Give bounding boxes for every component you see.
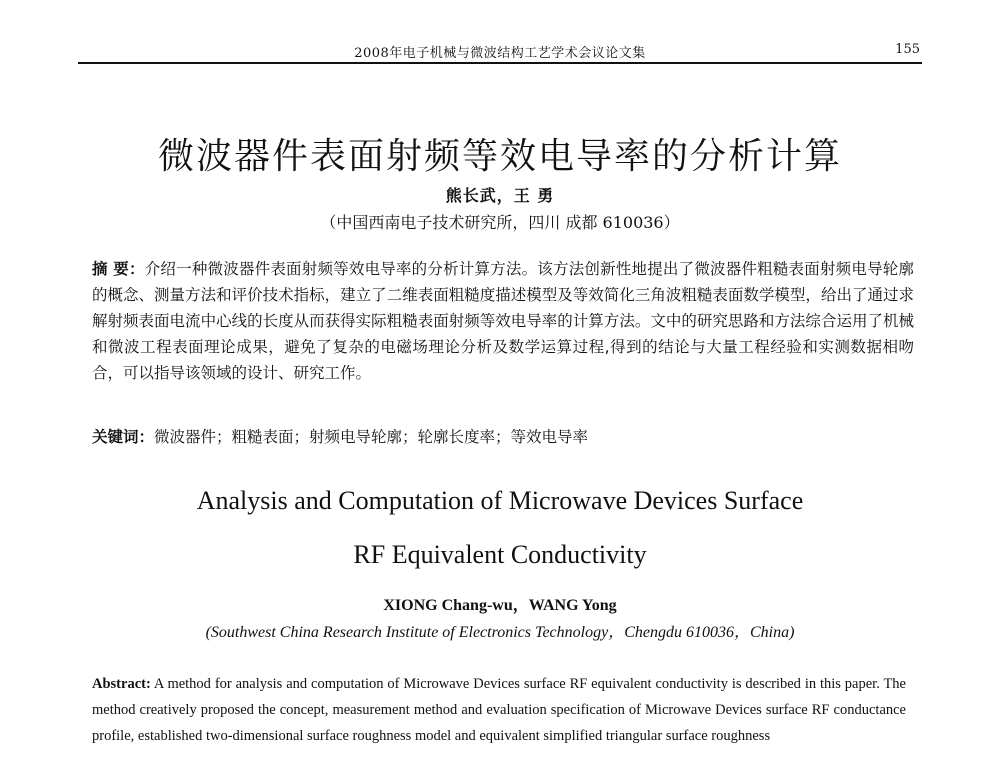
authors-english: XIONG Chang-wu，WANG Yong: [383, 597, 617, 614]
keywords-chinese-label: 关键词：: [92, 428, 155, 446]
running-header: [78, 36, 922, 64]
affiliation-chinese: （中国西南电子技术研究所，四川 成都 610036）: [320, 213, 680, 232]
abstract-english-text: A method for analysis and computation of Microwave Devices surface RF equivalent conductivity is described in this paper. The method creatively proposed the concept, measurement method and evaluation specification of Microwave Devices surface RF conductance profile, established two-dimensional surface roughness model and equivalent simplified triangular surface roughness: [92, 676, 906, 744]
paper-title-english-line2: RF Equivalent Conductivity: [353, 540, 647, 569]
abstract-chinese-text: 介绍一种微波器件表面射频等效电导率的分析计算方法。该方法创新性地提出了微波器件粗糙表面射频电导轮廓的概念、测量方法和评价技术指标，建立了二维表面粗糙度描述模型及等效简化三角波粗糙表面数学模型，给出了通过求解射频表面电流中心线的长度从而获得实际粗糙表面射频等效电导率的计算方法。文中的研究思路和方法综合运用了机械和微波工程表面理论成果，避免了复杂的电磁场理论分析及数学运算过程,得到的结论与大量工程经验和实测数据相吻合，可以指导该领域的设计、研究工作。: [92, 260, 914, 382]
keywords-chinese: [92, 424, 914, 450]
paper-title-english-line1: Analysis and Computation of Microwave Devices Surface: [196, 486, 804, 515]
authors-chinese: 熊长武，王 勇: [445, 186, 555, 205]
abstract-chinese: [92, 256, 914, 386]
running-title: 2008年电子机械与微波结构工艺学术会议论文集: [354, 46, 646, 61]
page-number: 155: [895, 42, 920, 57]
affiliation-english: (Southwest China Research Institute of Electronics Technology，Chengdu 610036，China): [205, 624, 795, 641]
keywords-chinese-text: 微波器件；粗糙表面；射频电导轮廓；轮廓长度率；等效电导率: [154, 428, 589, 446]
paper-title-chinese: 微波器件表面射频等效电导率的分析计算: [157, 136, 842, 177]
abstract-english: [92, 671, 906, 749]
abstract-english-label: Abstract:: [92, 676, 151, 692]
abstract-chinese-label: 摘 要：: [92, 260, 145, 278]
